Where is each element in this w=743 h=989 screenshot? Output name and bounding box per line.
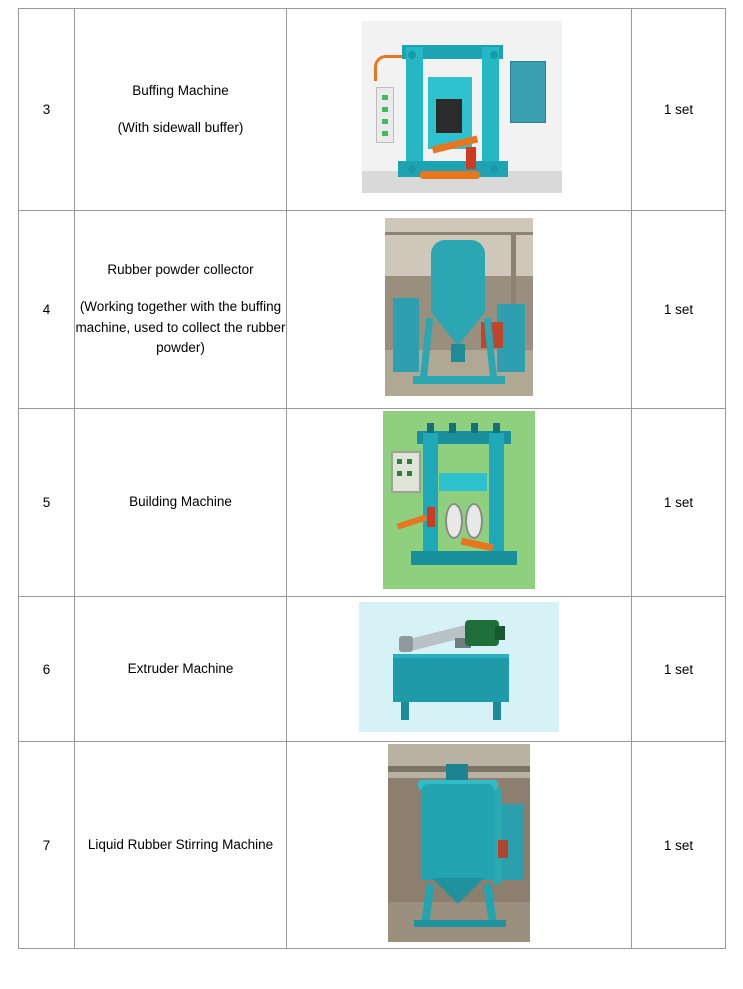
photo-shape [493,702,501,720]
photo-shape [510,61,546,123]
photo-shape [399,636,413,652]
photo-shape [411,551,517,565]
photo-shape [393,658,509,702]
equipment-photo-cell [287,597,632,742]
row-number: 5 [19,409,75,597]
table-row [19,211,726,409]
photo-shape [465,620,499,646]
photo-shape [445,503,463,539]
photo-shape [498,840,508,858]
photo-shape [406,47,423,175]
rubber-powder-collector-photo [385,218,533,396]
equipment-photo-cell [287,211,632,409]
photo-shape [451,344,465,362]
row-number: 7 [19,742,75,949]
photo-shape [482,47,499,175]
photo-shape [382,107,388,112]
photo-shape [494,788,502,884]
photo-shape [393,298,419,372]
equipment-name-sub: (Working together with the buffing machine, used to collect the rubber powder) [75,298,286,356]
photo-shape [490,165,498,173]
equipment-quantity: 1 set [632,9,726,211]
photo-shape [431,312,485,346]
equipment-name [75,9,287,211]
equipment-name-main: Liquid Rubber Stirring Machine [87,836,274,852]
liquid-rubber-stirring-machine-photo [388,744,530,942]
photo-shape [427,423,434,433]
photo-shape [427,507,435,527]
photo-shape [382,95,388,100]
row-number: 4 [19,211,75,409]
equipment-name [75,742,287,949]
photo-shape [401,702,409,720]
photo-shape [423,433,438,559]
photo-shape [407,459,412,464]
equipment-name-main: Rubber powder collector [107,261,254,277]
building-machine-photo [383,411,535,589]
equipment-quantity: 1 set [632,211,726,409]
extruder-machine-photo [359,602,559,732]
equipment-name-sub: (With sidewall buffer) [117,119,244,135]
buffing-machine-photo [362,21,562,193]
photo-shape [511,234,516,308]
photo-shape [382,119,388,124]
row-number: 3 [19,9,75,211]
photo-shape [408,165,416,173]
photo-shape [449,423,456,433]
table-row [19,409,726,597]
equipment-name [75,597,287,742]
photo-shape [471,423,478,433]
equipment-name-main: Building Machine [129,494,232,510]
photo-shape [493,423,500,433]
photo-shape [490,51,498,59]
photo-shape [391,451,421,493]
photo-shape [397,459,402,464]
photo-shape [495,626,505,640]
table-row [19,597,726,742]
equipment-quantity: 1 set [632,409,726,597]
photo-shape [397,471,402,476]
photo-shape [436,99,462,133]
photo-shape [408,51,416,59]
table-row [19,9,726,211]
equipment-photo-cell [287,742,632,949]
photo-shape [432,878,484,904]
photo-shape [439,473,487,491]
equipment-name [75,211,287,409]
photo-shape [420,171,480,179]
equipment-table [18,8,726,949]
photo-shape [382,131,388,136]
equipment-photo-cell [287,9,632,211]
equipment-quantity: 1 set [632,597,726,742]
equipment-photo-cell [287,409,632,597]
row-number: 6 [19,597,75,742]
equipment-name-main: Extruder Machine [127,660,234,676]
photo-shape [466,147,476,169]
table-row [19,742,726,949]
photo-shape [431,240,485,314]
photo-shape [422,784,494,880]
equipment-name [75,409,287,597]
photo-shape [414,920,506,927]
equipment-name-main: Buffing Machine [132,82,229,98]
photo-shape [413,376,505,384]
photo-shape [489,433,504,559]
photo-shape [407,471,412,476]
equipment-quantity: 1 set [632,742,726,949]
photo-shape [465,503,483,539]
